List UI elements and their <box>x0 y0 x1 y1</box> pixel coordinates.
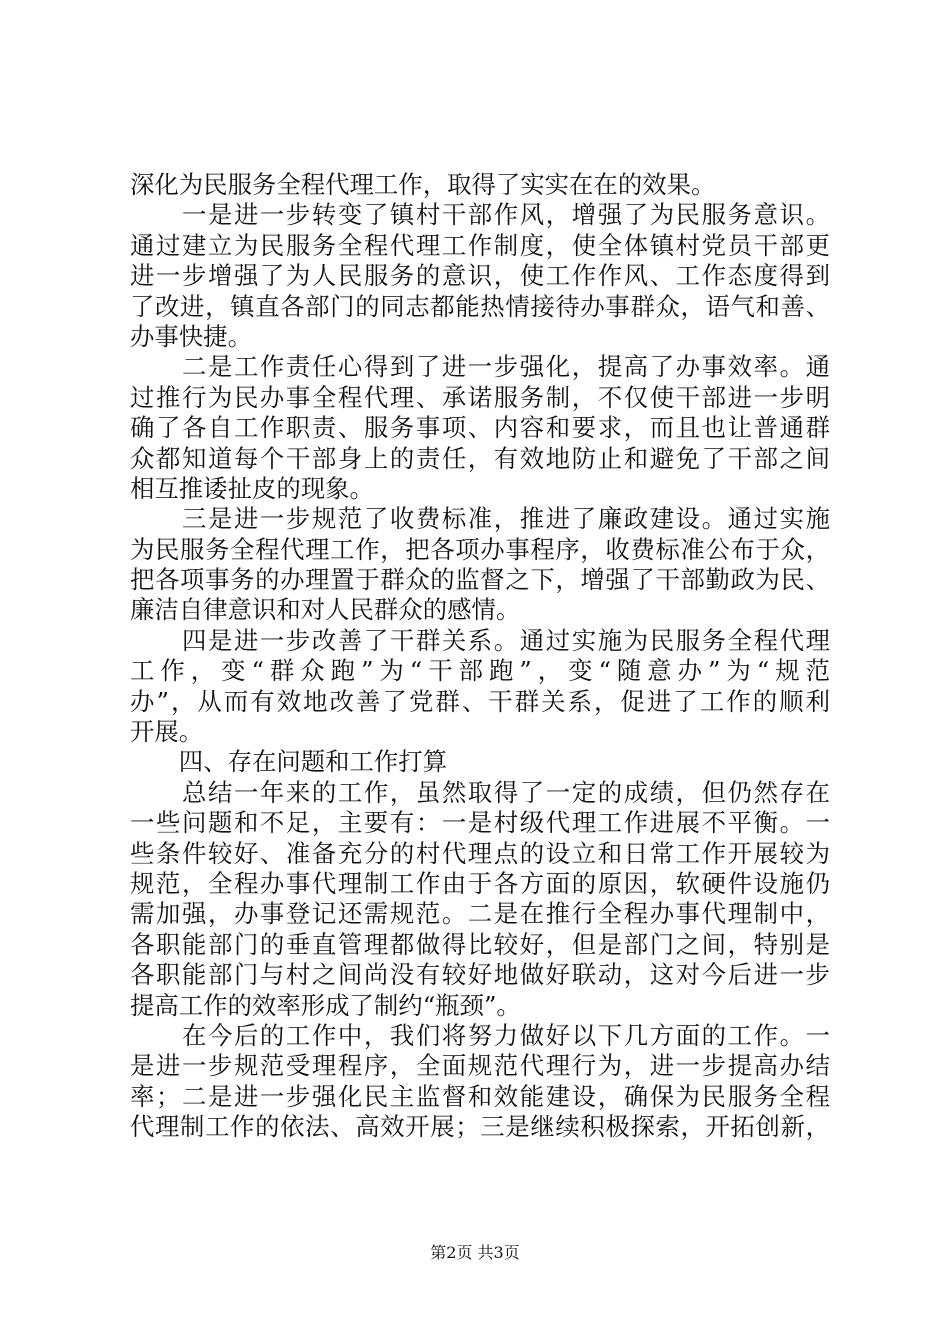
text-line: 办”，从而有效地改善了党群、干群关系，促进了工作的顺利 <box>130 686 830 716</box>
text-line: 相互推诿扯皮的现象。 <box>130 473 374 503</box>
text-line: 一是进一步转变了镇村干部作风，增强了为民服务意识。 <box>130 200 830 230</box>
text-line: 三是进一步规范了收费标准，推进了廉政建设。通过实施 <box>130 504 830 534</box>
text-line: 各职能部门的垂直管理都做得比较好，但是部门之间，特别是 <box>130 929 830 959</box>
body-text <box>130 170 830 1143</box>
text-line: 为民服务全程代理工作，把各项办事程序，收费标准公布于众， <box>130 534 830 564</box>
text-line: 四、存在问题和工作打算 <box>130 747 448 777</box>
text-line: 过推行为民办事全程代理、承诺服务制，不仅使干部进一步明 <box>130 382 830 412</box>
text-line: 把各项事务的办理置于群众的监督之下，增强了干部勤政为民、 <box>130 565 830 595</box>
text-line: 规范，全程办事代理制工作由于各方面的原因，软硬件设施仍 <box>130 868 830 898</box>
text-line: 廉洁自律意识和对人民群众的感情。 <box>130 595 521 625</box>
text-line: 是进一步规范受理程序，全面规范代理行为，进一步提高办结 <box>130 1051 830 1081</box>
text-line: 众都知道每个干部身上的责任，有效地防止和避免了干部之间 <box>130 443 830 473</box>
text-line: 工作，变“群众跑”为“干部跑”，变“随意办”为“规范 <box>130 656 830 686</box>
text-line: 确了各自工作职责、服务事项、内容和要求，而且也让普通群 <box>130 413 830 443</box>
text-line: 通过建立为民服务全程代理工作制度，使全体镇村党员干部更 <box>130 230 830 260</box>
text-line: 了改进，镇直各部门的同志都能热情接待办事群众，语气和善、 <box>130 291 830 321</box>
text-line: 四是进一步改善了干群关系。通过实施为民服务全程代理 <box>130 625 830 655</box>
text-line: 提高工作的效率形成了制约“瓶颈”。 <box>130 990 521 1020</box>
text-line: 代理制工作的依法、高效开展；三是继续积极探索，开拓创新， <box>130 1112 830 1142</box>
text-line: 在今后的工作中，我们将努力做好以下几方面的工作。一 <box>130 1020 830 1050</box>
text-line: 总结一年来的工作，虽然取得了一定的成绩，但仍然存在 <box>130 777 830 807</box>
text-line: 深化为民服务全程代理工作，取得了实实在在的效果。 <box>130 170 716 199</box>
text-line: 需加强，办事登记还需规范。二是在推行全程办事代理制中， <box>130 899 830 929</box>
text-line: 些条件较好、准备充分的村代理点的设立和日常工作开展较为 <box>130 838 830 868</box>
page-footer: 第2页 共3页 <box>430 1243 520 1262</box>
text-line: 二是工作责任心得到了进一步强化，提高了办事效率。通 <box>130 352 830 382</box>
text-line: 进一步增强了为人民服务的意识，使工作作风、工作态度得到 <box>130 261 830 291</box>
text-line: 各职能部门与村之间尚没有较好地做好联动，这对今后进一步 <box>130 960 830 990</box>
text-line: 开展。 <box>130 717 204 747</box>
text-line: 办事快捷。 <box>130 321 252 351</box>
text-line: 一些问题和不足，主要有：一是村级代理工作进展不平衡。一 <box>130 808 830 838</box>
text-line: 率；二是进一步强化民主监督和效能建设，确保为民服务全程 <box>130 1081 830 1111</box>
